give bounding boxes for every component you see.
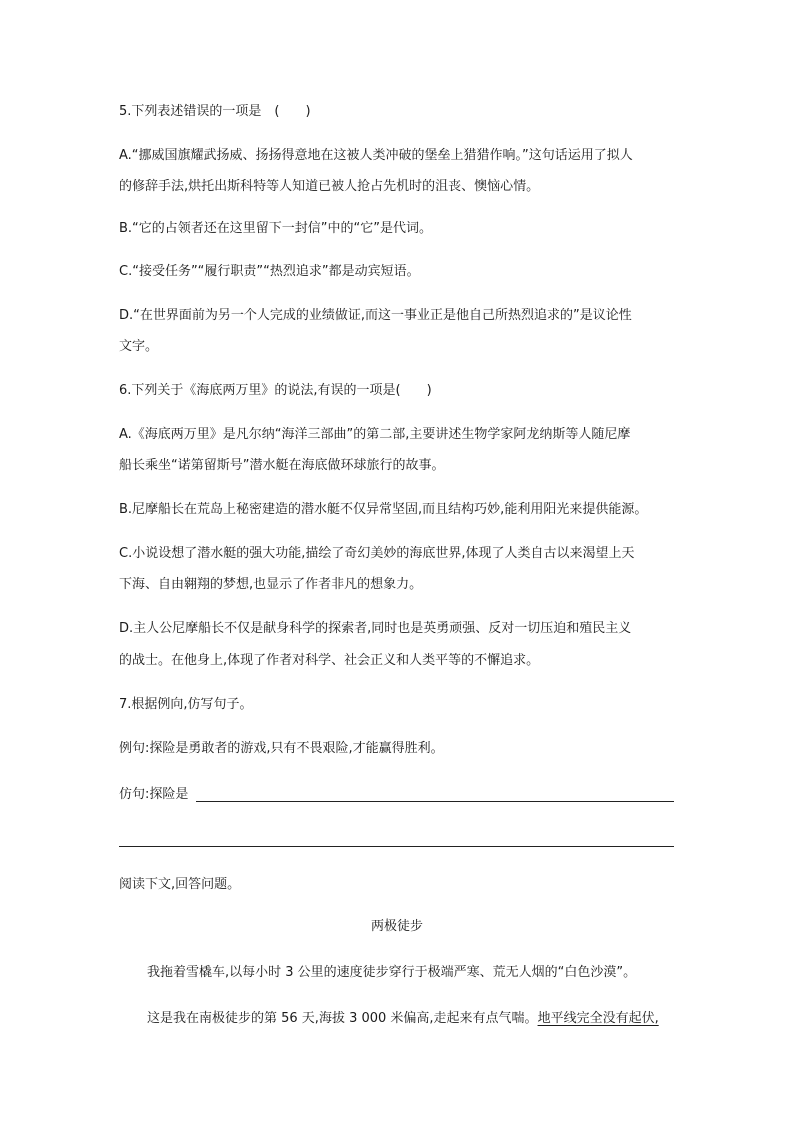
question-6-option-d-line-2: 的战士。在他身上,体现了作者对科学、社会正义和人类平等的不懈追求。 xyxy=(119,653,540,668)
reading-intro: 阅读下文,回答问题。 xyxy=(119,877,241,892)
question-5-option-c: C.“接受任务”“履行职责”“热烈追求”都是动宾短语。 xyxy=(119,264,420,279)
reading-paragraph-2-text: 这是我在南极徒步的第 56 天,海拔 3 000 米偏高,走起来有点气喘。 xyxy=(147,1011,538,1026)
question-5-option-d-line-1: D.“在世界面前为另一个人完成的业绩做证,而这一事业正是他自己所热烈追求的”是议论性 xyxy=(119,308,632,323)
answer-blank-line-1[interactable] xyxy=(196,801,674,802)
question-7-imitate-label: 仿句:探险是 xyxy=(119,787,189,802)
question-5-stem: 5.下列表述错误的一项是 ( ) xyxy=(119,104,311,119)
question-6-option-d-line-1: D.主人公尼摩船长不仅是献身科学的探索者,同时也是英勇顽强、反对一切压迫和殖民主义 xyxy=(119,621,632,636)
question-6-option-a-line-2: 船长乘坐“诺第留斯号”潜水艇在海底做环球旅行的故事。 xyxy=(119,458,445,473)
question-6-option-c-line-1: C.小说设想了潜水艇的强大功能,描绘了奇幻美妙的海底世界,体现了人类自古以来渴望上天 xyxy=(119,546,635,561)
question-7-example: 例句:探险是勇敢者的游戏,只有不畏艰险,才能赢得胜利。 xyxy=(119,741,444,756)
reading-paragraph-2 xyxy=(147,1010,659,1028)
question-6-option-b: B.尼摩船长在荒岛上秘密建造的潜水艇不仅异常坚固,而且结构巧妙,能利用阳光来提供能源。 xyxy=(119,502,648,517)
answer-blank-line-2[interactable] xyxy=(119,846,674,847)
question-6-option-a-line-1: A.《海底两万里》是凡尔纳“海洋三部曲”的第二部,主要讲述生物学家阿龙纳斯等人随尼摩 xyxy=(119,427,631,442)
reading-title: 两极徒步 xyxy=(370,919,423,934)
question-5-option-d-line-2: 文字。 xyxy=(119,339,159,354)
question-5-option-b: B.“它的占领者还在这里留下一封信”中的“它”是代词。 xyxy=(119,221,432,236)
question-6-stem: 6.下列关于《海底两万里》的说法,有误的一项是( ) xyxy=(119,383,432,398)
question-6-option-c-line-2: 下海、自由翱翔的梦想,也显示了作者非凡的想象力。 xyxy=(119,577,423,592)
reading-paragraph-1: 我拖着雪橇车,以每小时 3 公里的速度徒步穿行于极端严寒、荒无人烟的“白色沙漠”。 xyxy=(147,965,637,980)
reading-paragraph-2-underlined-text: 地平线完全没有起伏, xyxy=(537,1011,659,1026)
question-7-stem: 7.根据例向,仿写句子。 xyxy=(119,697,253,712)
question-5-option-a-line-2: 的修辞手法,烘托出斯科特等人知道已被人抢占先机时的沮丧、懊恼心情。 xyxy=(119,179,540,194)
question-5-option-a-line-1: A.“挪威国旗耀武扬威、扬扬得意地在这被人类冲破的堡垒上猎猎作响。”这句话运用了拟人 xyxy=(119,148,633,163)
